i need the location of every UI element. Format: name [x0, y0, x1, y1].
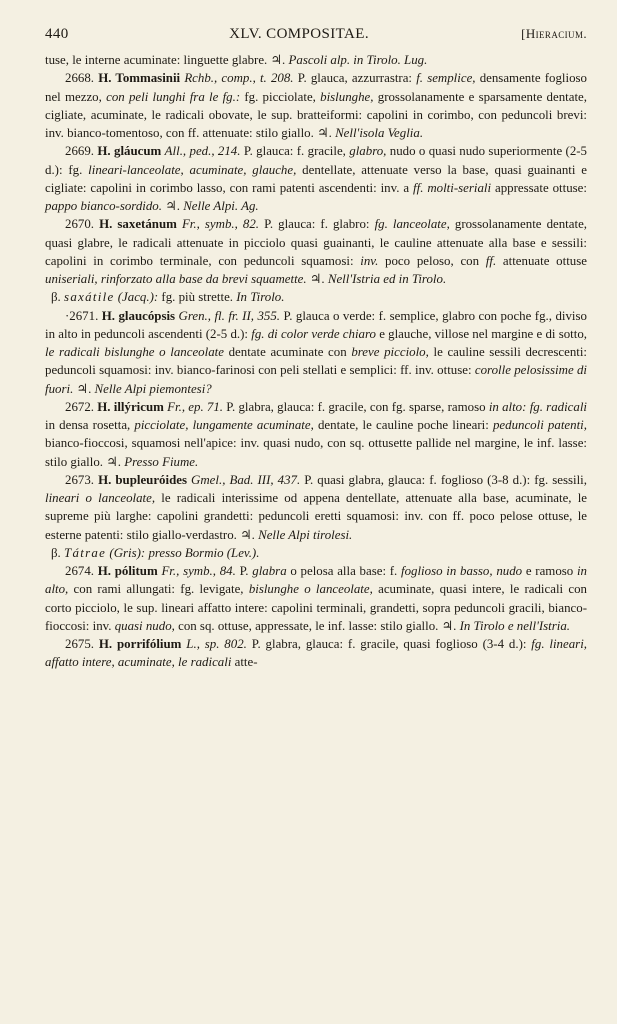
text-segment: ♃. — [73, 381, 95, 396]
italic-text: bislunghe, — [320, 89, 374, 104]
entry-number: 2672. — [65, 399, 95, 414]
entry-number: 2670. — [65, 217, 95, 232]
genus-header-text: [Hieracium. — [521, 26, 587, 41]
text-segment: con rami allungati: fg. levigate, — [68, 582, 249, 597]
italic-text: L., sp. 802. — [186, 637, 247, 651]
text-segment: fg. più strette. — [158, 290, 237, 305]
italic-text: uniseriali, rinforzato alla base da brevi squamette. — [45, 272, 307, 286]
italic-text: Nell'Istria ed in Tirolo. — [327, 272, 447, 286]
italic-text: quasi nudo, — [114, 618, 175, 633]
italic-text: Nell'isola Veglia. — [335, 126, 424, 140]
italic-text: glabra — [252, 564, 287, 578]
italic-text: in alto, — [45, 564, 587, 597]
text-segment: P. glabra, glauca: f. gracile, con fg. sparse, ramoso — [223, 399, 489, 414]
species-name: H. bupleuróides — [98, 472, 187, 487]
running-title: XLV. COMPOSITAE. — [229, 26, 369, 42]
species-entry — [45, 562, 587, 635]
continued-paragraph — [45, 51, 587, 69]
text-segment: le cauline sessili decrescenti: peduncoli squamosi: inv. bianco-farinosi con peli stellati e semplici: ff. inv. ottuse: — [45, 345, 588, 378]
text-segment: poco peloso, con — [378, 253, 486, 268]
italic-text: In Tirolo e nell'Istria. — [459, 618, 571, 633]
italic-text: (Gris): presso Bormio (Lev.). — [106, 545, 260, 560]
text-segment: fg. picciolate, — [240, 89, 321, 104]
species-entry — [45, 142, 587, 215]
species-entry — [45, 307, 587, 398]
italic-text: peduncoli patenti, — [492, 418, 587, 432]
species-name: H. glaucópsis — [101, 308, 176, 323]
italic-text: Fr., symb., 84. — [161, 564, 236, 578]
page-number: 440 — [45, 26, 69, 42]
variety-paragraph — [45, 288, 587, 306]
italic-text: in alto: — [488, 399, 527, 414]
text-segment: e glauche, villose nel margine e di sotto, — [375, 326, 587, 341]
italic-text: fg. di color verde chiaro — [251, 326, 376, 341]
italic-text: corolle pelosissime di fuori. — [45, 363, 588, 396]
text-segment: dentate acuminate con — [223, 345, 352, 359]
entry-number: 2673. — [65, 472, 95, 487]
continued-locality: Pascoli alp. in Tirolo. Lug. — [288, 53, 428, 67]
italic-text: fg. lineari, affatto intere, acuminate, le radicali — [45, 637, 587, 670]
entry-number: 2669. — [65, 144, 95, 159]
text-segment: β. — [51, 290, 65, 305]
text-segment: bianco-fioccosi, squamosi nell'apice: inv. quasi nudo, con sq. ottusette pallide nel margine, le inf. lasse: stilo giallo. ♃. — [45, 436, 587, 469]
species-name: H. porrifólium — [98, 637, 182, 651]
italic-text: Presso Fiume. — [124, 454, 199, 469]
text-segment: attenuate ottuse — [496, 253, 587, 268]
text-segment: P. glauca o verde: f. semplice, glabro con poche fg., diviso in alto in peduncoli ascendenti (2-5 d.): — [45, 308, 587, 341]
species-name: H. pólitum — [97, 564, 158, 578]
text-segment: P. quasi glabra, glauca: f. foglioso (3-8 d.): fg. sessili, — [300, 472, 587, 487]
text-segment: acuminate, quasi intere, le radicali con corto picciolo, le sup. lineari affatto intere: capolini terminali, grandetti, sopra peduncoli gracili, bianco-fioccosi: inv. — [45, 582, 587, 633]
entry-number: 2675. — [65, 637, 95, 651]
italic-text: foglioso in basso, nudo — [400, 564, 523, 578]
species-entry — [45, 215, 587, 288]
italic-text: Fr., symb., 82. — [181, 217, 260, 232]
italic-text: Nelle Alpi tirolesi. — [258, 527, 353, 542]
italic-text: glabro, — [349, 144, 387, 159]
text-segment: P. glauca: f. glabro: — [259, 217, 375, 232]
page-header — [45, 26, 587, 43]
entry-number: 2668. — [65, 71, 95, 86]
text-segment: P. — [235, 564, 253, 578]
species-entry — [45, 635, 587, 672]
italic-text: (Jacq.): — [114, 290, 159, 305]
species-name: H. saxetánum — [99, 217, 177, 232]
italic-text: Nelle Alpi piemontesi? — [94, 381, 212, 396]
italic-text: In Tirolo. — [236, 290, 285, 305]
italic-text: ff. — [485, 253, 497, 268]
italic-text: picciolate, lungamente acuminate, — [134, 418, 314, 432]
text-segment: β. — [51, 545, 65, 560]
italic-text: le radicali bislunghe o lanceolate — [45, 345, 224, 359]
entry-number: ·2671. — [65, 308, 99, 323]
species-name: H. Tommasinii — [98, 71, 181, 86]
text-segment: grossolanamente dentate, quasi glabre, le radicali attenuate in picciolo quasi guainanti, le cauline attenuate alla base e sessili: capolini in corimbo terminale, con peduncoli squamosi: — [45, 217, 588, 268]
text-segment: appressate ottuse: — [491, 180, 587, 195]
italic-text: f. semplice, — [416, 71, 476, 86]
italic-text: con peli lunghi fra le fg.: — [106, 89, 241, 104]
italic-text: Gren., fl. fr. II, 355. — [178, 308, 281, 323]
italic-text: lineari o lanceolate, — [45, 491, 156, 505]
italic-text: Rchb., comp., t. 208. — [184, 71, 294, 86]
italic-text: fg. radicali — [529, 399, 587, 414]
continued-text: tuse, le interne acuminate: linguette glabre. ♃. — [45, 53, 289, 67]
italic-text: inv. — [360, 253, 379, 268]
italic-text: All., ped., 214. — [164, 144, 241, 159]
italic-text: Gmel., Bad. III, 437. — [191, 472, 301, 487]
text-segment: P. glauca, azzurrastra: — [293, 71, 417, 86]
variety-name: Tátrae — [64, 545, 107, 560]
genus-header — [521, 26, 587, 42]
text-segment: o pelosa alla base: f. — [286, 564, 401, 578]
entry-number: 2674. — [65, 564, 95, 578]
italic-text: bislunghe o lanceolate, — [248, 582, 373, 597]
text-segment: grossolanamente e sparsamente dentate, cigliate, acuminate, le radicali obovate, le sup. bratteiformi: capolini in corimbo, con peduncoli brevi: inv. bianco-tomentoso, con ff. attenuate: stilo giallo. ♃. — [45, 89, 587, 140]
text-segment: P. glabra, glauca: f. gracile, quasi foglioso (3-4 d.): — [246, 637, 532, 651]
variety-paragraph — [45, 544, 587, 562]
italic-text: lineari-lanceolate, acuminate, glauche, — [88, 162, 297, 177]
text-body — [45, 51, 587, 672]
italic-text: Fr., ep. 71. — [167, 399, 224, 414]
species-entry — [45, 398, 587, 471]
species-name: H. illýricum — [97, 399, 164, 414]
text-segment: con sq. ottuse, appressate, le inf. lasse: stilo giallo. ♃. — [174, 618, 460, 633]
text-segment: P. glauca: f. gracile, — [240, 144, 350, 159]
variety-name: saxátile — [64, 290, 115, 305]
text-segment: e ramoso — [522, 564, 577, 578]
species-name: H. gláucum — [97, 144, 162, 159]
text-segment: ♃. — [306, 272, 328, 286]
text-segment: dentellate, attenuate verso la base, quasi guainanti e cigliate: capolini in corimbo lasso, con rami patenti ascendenti: inv. a — [45, 162, 587, 195]
italic-text: breve picciolo, — [351, 345, 429, 359]
species-entry — [45, 69, 587, 142]
text-segment: le radicali interissime od appena dentellate, attenuate alla base, acuminate, le supreme più larghe: capolini grandetti: peduncoli eretti squamosi: inv. con ff. poco pelose ottuse, le esterne patenti: stilo giallo-verdastro. ♃. — [45, 491, 587, 542]
species-entry — [45, 471, 587, 544]
text-segment: atte- — [231, 655, 258, 670]
italic-text: pappo bianco-sordido. — [45, 199, 162, 213]
text-segment: nudo o quasi nudo superiormente (2-5 d.): fg. — [45, 144, 587, 177]
text-segment: ♃. — [161, 199, 184, 213]
italic-text: Nelle Alpi. Ag. — [183, 199, 259, 213]
text-segment: dentate, le cauline poche lineari: — [313, 418, 493, 432]
italic-text: fg. lanceolate, — [374, 217, 450, 232]
italic-text: ff. molti-seriali — [413, 180, 492, 195]
text-segment: in densa rosetta, — [45, 418, 135, 432]
text-segment: densamente foglioso nel mezzo, — [45, 71, 587, 104]
